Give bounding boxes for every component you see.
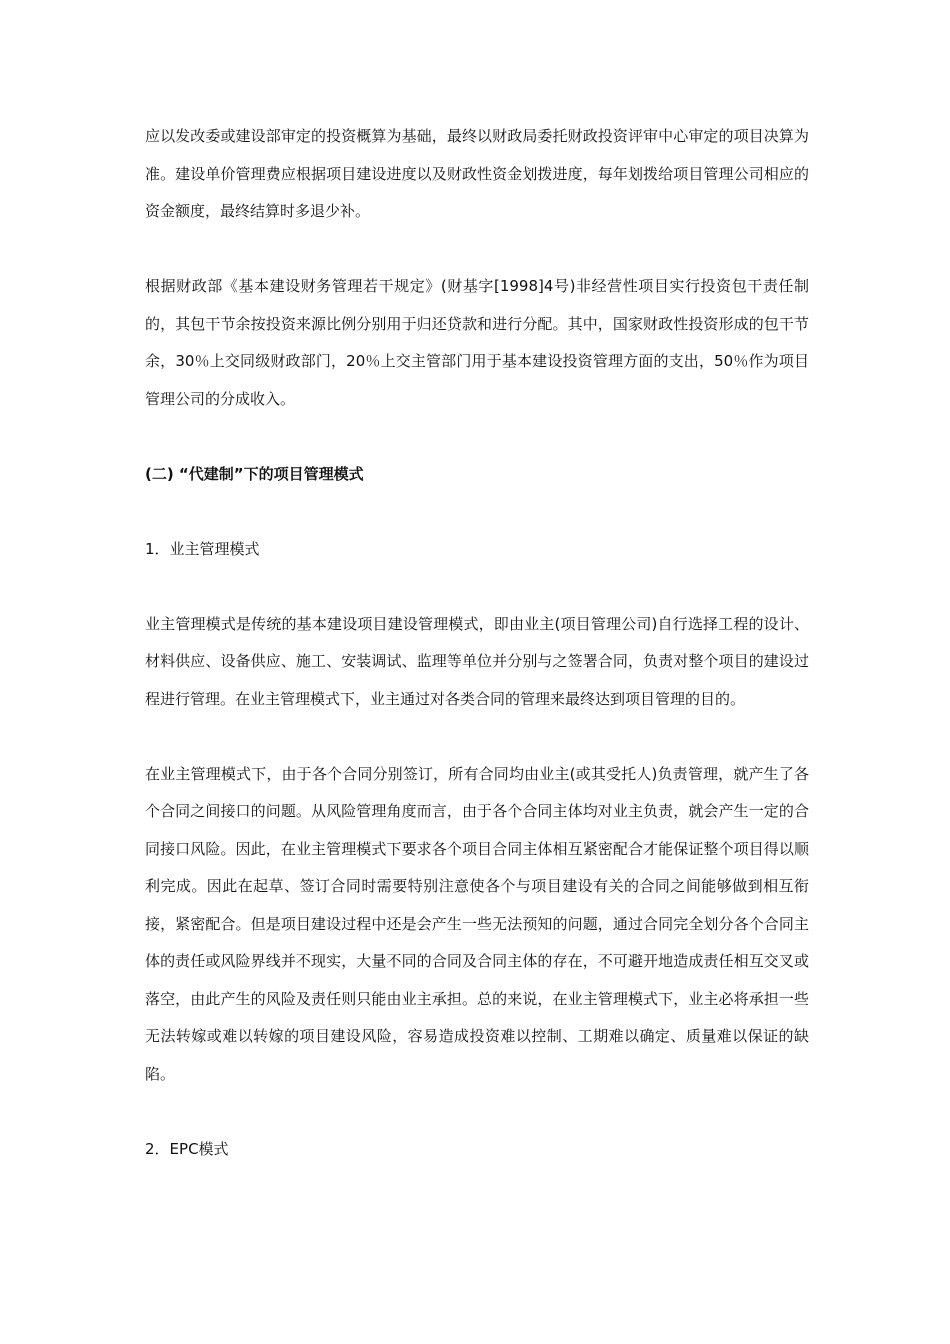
subsection-heading-epc-mode: 2．EPC模式 [145,1139,229,1158]
paragraph-gap [145,493,809,531]
paragraph-contract-surplus: 根据财政部《基本建设财务管理若干规定》(财基字[1998]4号)非经营性项目实行投资包干责任制的，其包干节余按投资来源比例分别用于归还贷款和进行分配。其中，国家财政性投资形成的包干节余，30％上交同级财政部门，20％上交主管部门用于基本建设投资管理方面的支出，50％作为项目管理公司的分成收入。 [145,277,809,408]
document-page [145,118,809,1168]
paragraph-owner-mode-risk: 在业主管理模式下，由于各个合同分别签订，所有合同均由业主(或其受托人)负责管理，就产生了各个合同之间接口的问题。从风险管理角度而言，由于各个合同主体均对业主负责，就会产生一定的合同接口风险。因此，在业主管理模式下要求各个项目合同主体相互紧密配合才能保证整个项目得以顺利完成。因此在起草、签订合同时需要特别注意使各个与项目建设有关的合同之间能够做到相互衔接，紧密配合。但是项目建设过程中还是会产生一些无法预知的问题，通过合同完全划分各个合同主体的责任或风险界线并不现实，大量不同的合同及合同主体的存在，不可避开地造成责任相互交叉或落空，由此产生的风险及责任则只能由业主承担。总的来说，在业主管理模式下，业主必将承担一些无法转嫁或难以转嫁的项目建设风险，容易造成投资难以控制、工期难以确定、质量难以保证的缺陷。 [145,764,809,1083]
subsection-heading-owner-mode: 1．业主管理模式 [145,539,260,558]
paragraph-investment-basis: 应以发改委或建设部审定的投资概算为基础，最终以财政局委托财政投资评审中心审定的项目决算为准。建设单价管理费应根据项目建设进度以及财政性资金划拨进度，每年划拨给项目管理公司相应的资金额度，最终结算时多退少补。 [145,127,809,220]
paragraph-gap [145,418,809,456]
paragraph-gap [145,1093,809,1131]
paragraph-gap [145,568,809,606]
paragraph-owner-mode-definition: 业主管理模式是传统的基本建设项目建设管理模式，即由业主(项目管理公司)自行选择工程的设计、材料供应、设备供应、施工、安装调试、监理等单位并分别与之签署合同，负责对整个项目的建设过程进行管理。在业主管理模式下，业主通过对各类合同的管理来最终达到项目管理的目的。 [145,614,809,708]
section-heading: (二) “代建制”下的项目管理模式 [145,464,364,483]
paragraph-gap [145,231,809,269]
paragraph-gap [145,718,809,756]
